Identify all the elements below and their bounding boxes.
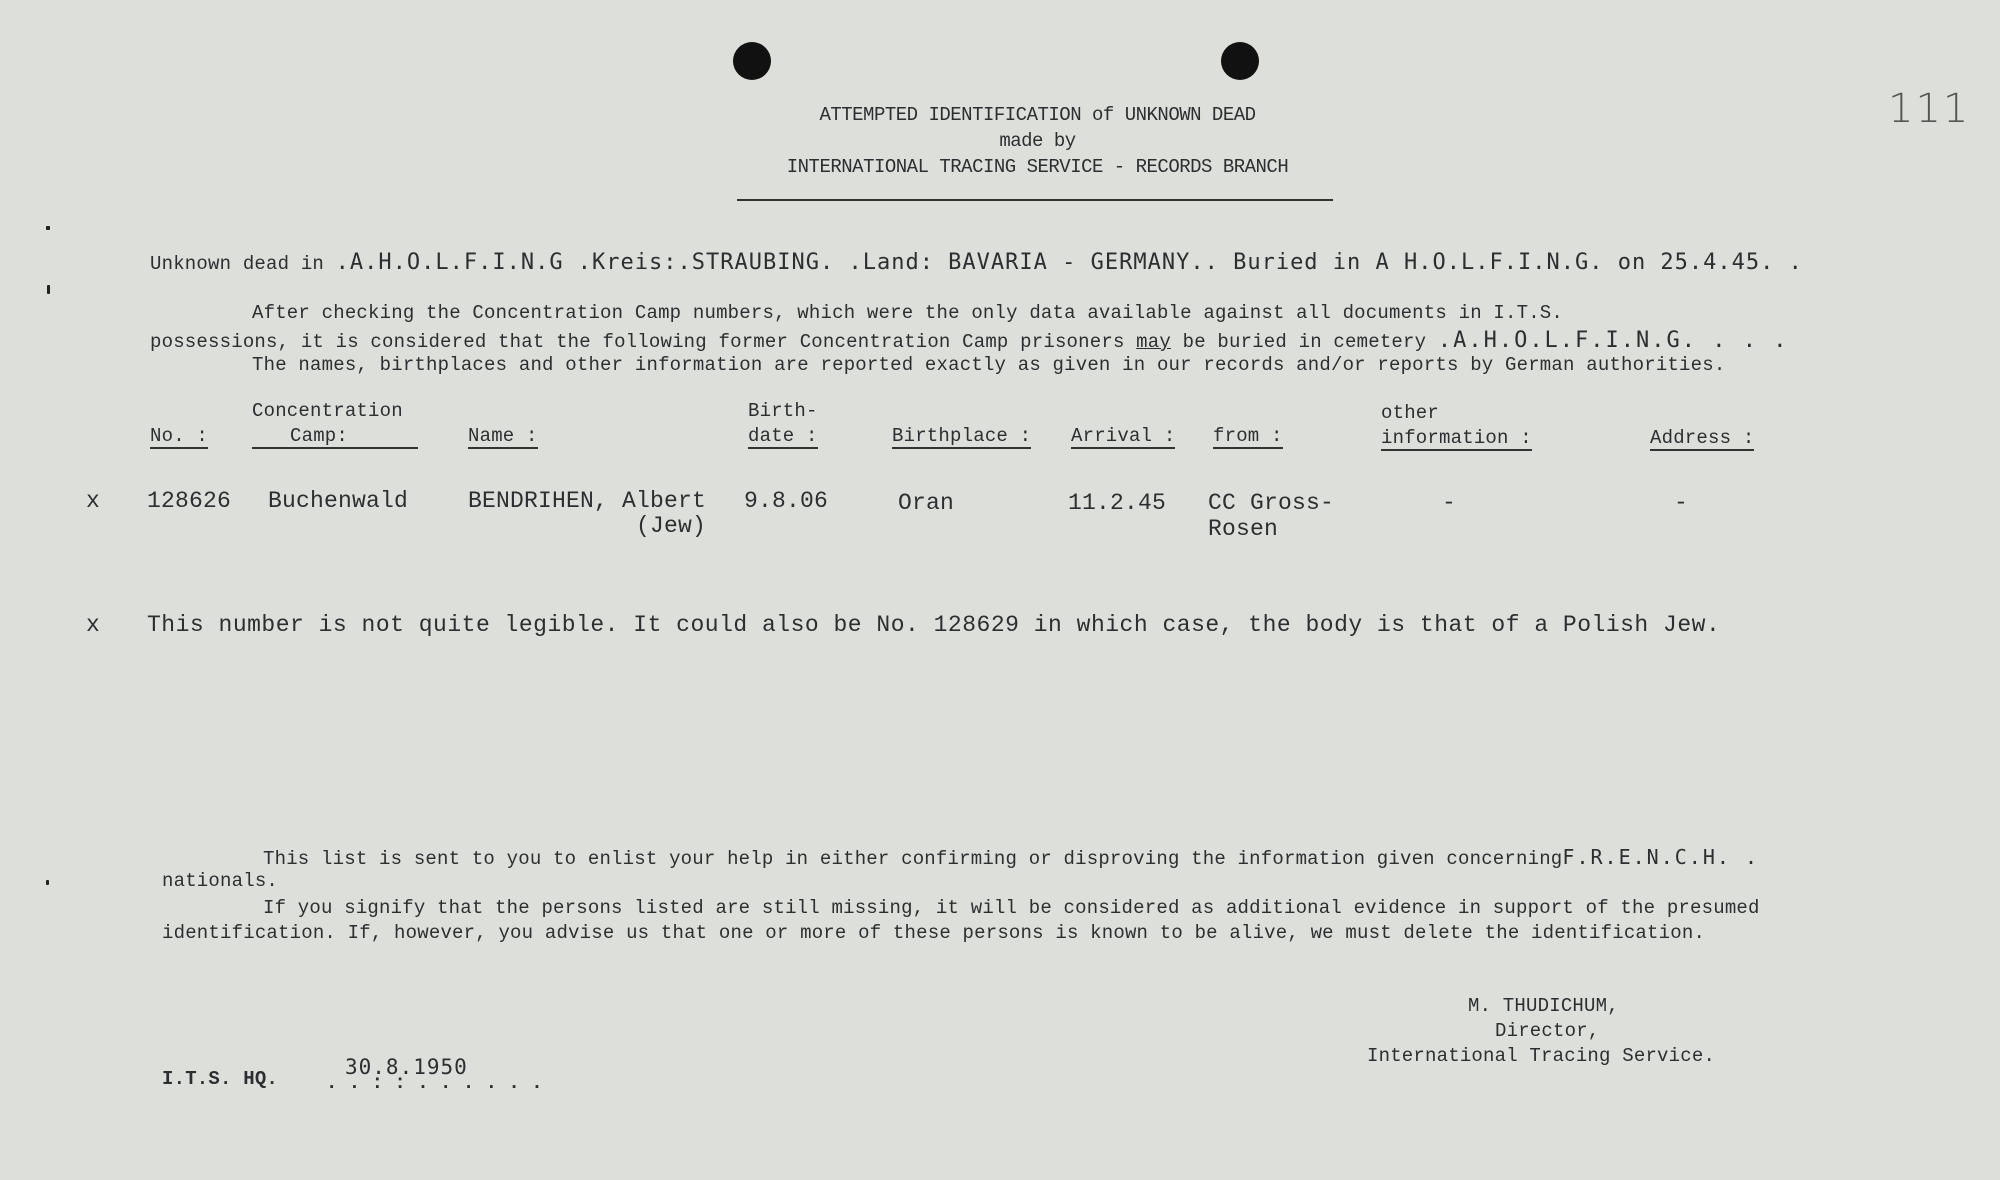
- margin-mark: [46, 226, 50, 230]
- col-header-birthdate: date :: [748, 425, 818, 447]
- footnote-text: This number is not quite legible. It could also be No. 128629 in which case, the body is that of a Polish Jew.: [147, 612, 1721, 638]
- footer-date-dots: . . : : . . . . . .: [326, 1072, 543, 1094]
- row-birthdate: 9.8.06: [744, 488, 829, 514]
- row-camp: Buchenwald: [268, 488, 409, 514]
- intro-line-2-end: be buried in cemetery: [1170, 331, 1427, 353]
- intro-line-3: The names, birthplaces and other information are reported exactly as given in our records and/or reports by German authorities.: [252, 354, 1726, 376]
- row-from: CC Gross-: [1208, 490, 1335, 516]
- row-mark: x: [86, 488, 101, 514]
- header-rule: [737, 199, 1333, 201]
- intro-line-1: After checking the Concentration Camp numbers, which were the only data available against all documents in I.T.S.: [252, 302, 1564, 324]
- intro-line-2: [150, 328, 1788, 353]
- margin-mark: [46, 880, 49, 885]
- col-header-name: Name :: [468, 425, 538, 447]
- col-header-arrival: Arrival :: [1071, 425, 1176, 447]
- row-address: -: [1674, 490, 1689, 516]
- burial-place: .A.H.O.L.F.I.N.G .Kreis:.STRAUBING. .Land: BAVARIA - GERMANY.. Buried in A H.O.L.F.I.N.G. on 25.4.45. .: [335, 250, 1803, 275]
- closing-p1-text: This list is sent to you to enlist your help in either confirming or disproving the information given concerning: [263, 848, 1563, 870]
- intro-may: may: [1136, 331, 1171, 353]
- col-header-address: Address :: [1650, 427, 1755, 449]
- signature-name: M. THUDICHUM,: [1468, 995, 1619, 1017]
- row-other-info: -: [1442, 490, 1457, 516]
- row-number: 128626: [147, 488, 232, 514]
- col-header-camp-top: Concentration: [252, 400, 403, 422]
- header-organization: INTERNATIONAL TRACING SERVICE - RECORDS BRANCH: [786, 156, 1289, 178]
- row-birthplace: Oran: [898, 490, 955, 516]
- closing-nationality: F.R.E.N.C.H. .: [1562, 845, 1759, 869]
- footnote-mark: x: [86, 612, 101, 638]
- row-from-cont: Rosen: [1208, 516, 1279, 542]
- cemetery-place: .A.H.O.L.F.I.N.G. . . .: [1437, 328, 1789, 353]
- col-header-birthplace: Birthplace :: [892, 425, 1032, 447]
- col-header-no: No. :: [150, 425, 209, 447]
- col-header-other-top: other: [1381, 402, 1440, 424]
- header-subtitle: made by: [999, 130, 1076, 152]
- row-name: BENDRIHEN, Albert: [468, 488, 707, 514]
- punch-hole-left: [733, 42, 771, 80]
- closing-p1-line2: nationals.: [162, 870, 279, 892]
- col-header-camp: Camp:: [252, 425, 418, 449]
- intro-line-2-text: possessions, it is considered that the following former Concentration Camp prisoners: [150, 331, 1137, 353]
- signature-title: Director,: [1495, 1020, 1600, 1042]
- signature-org: International Tracing Service.: [1367, 1045, 1716, 1067]
- closing-p2-line2: identification. If, however, you advise us that one or more of these persons is known to be alive, we must delete the identification.: [162, 922, 1706, 944]
- burial-line: [150, 250, 1803, 275]
- footer-hq: I.T.S. HQ.: [162, 1068, 279, 1090]
- col-header-from: from :: [1213, 425, 1283, 447]
- header-title: ATTEMPTED IDENTIFICATION of UNKNOWN DEAD: [819, 104, 1256, 126]
- footer-date: 30.8.1950: [345, 1055, 468, 1079]
- burial-prefix: Unknown dead in: [150, 253, 325, 275]
- margin-mark: [47, 285, 50, 294]
- col-header-other: information :: [1381, 427, 1532, 449]
- col-header-birth-top: Birth-: [748, 400, 818, 422]
- row-arrival: 11.2.45: [1068, 490, 1167, 516]
- punch-hole-right: [1221, 42, 1259, 80]
- closing-p2-line1: If you signify that the persons listed are still missing, it will be considered as additional evidence in support of the presumed: [263, 897, 1760, 919]
- closing-p1-line1: [263, 845, 1759, 870]
- document-header: [700, 102, 1375, 180]
- page-number: 111: [1888, 86, 1971, 132]
- row-name-note: (Jew): [636, 513, 707, 539]
